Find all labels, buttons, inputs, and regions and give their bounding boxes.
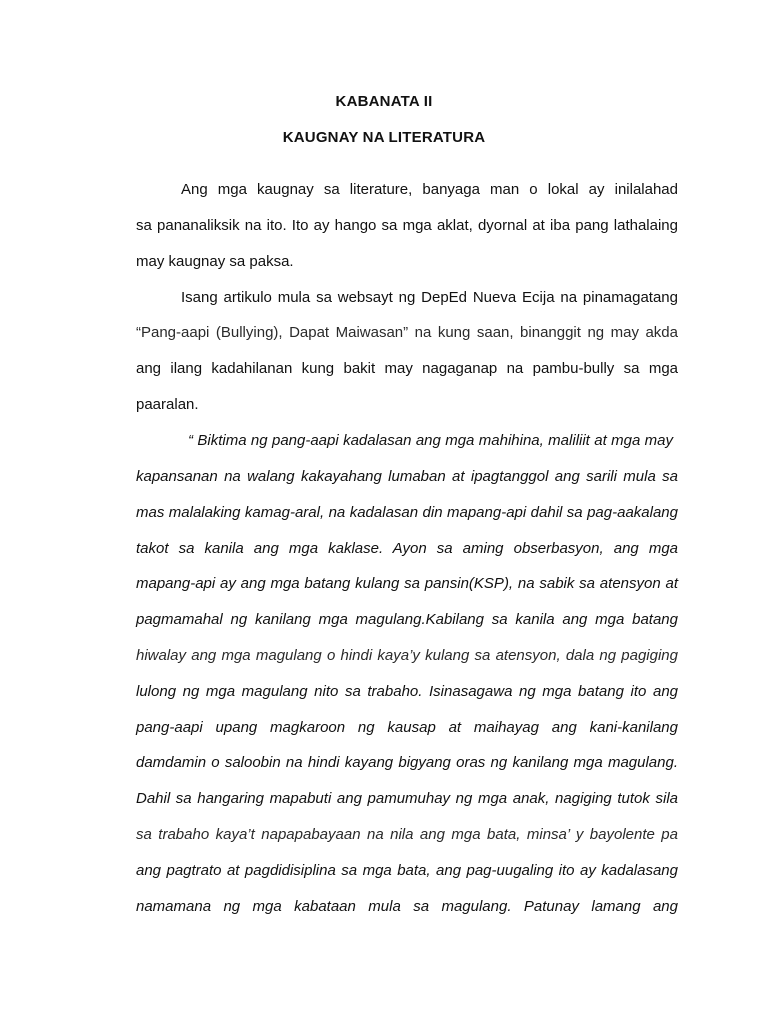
paragraph2-line-1: Isang artikulo mula sa websayt ng DepEd Nueva Ecija na pinamagatang bbox=[181, 289, 678, 306]
quote-line-14: namamana ng mga kabataan mula sa magulang. Patunay lamang ang bbox=[136, 898, 678, 915]
paragraph1-line-1: Ang mga kaugnay sa literature, banyaga man o lokal ay inilalahad bbox=[181, 181, 678, 198]
quote-line-10: damdamin o saloobin na hindi kayang bigyang oras ng kanilang mga magulang. bbox=[136, 754, 678, 771]
paragraph2-line-4: paaralan. bbox=[136, 396, 199, 413]
chapter-title: KABANATA II bbox=[335, 93, 433, 110]
quote-line-2: kapansanan na walang kakayahang lumaban at ipagtanggol ang sarili mula sa bbox=[136, 468, 678, 485]
quote-line-11: Dahil sa hangaring mapabuti ang pamumuhay ng mga anak, nagiging tutok sila bbox=[136, 790, 678, 807]
quote-line-5: mapang-api ay ang mga batang kulang sa pansin(KSP), na sabik sa atensyon at bbox=[136, 575, 678, 592]
section-title: KAUGNAY NA LITERATURA bbox=[282, 129, 486, 146]
quote-line-1: “ Biktima ng pang-aapi kadalasan ang mga mahihina, maliliit at mga may bbox=[188, 432, 673, 449]
quote-line-8: lulong ng mga magulang nito sa trabaho. Isinasagawa ng mga batang ito ang bbox=[136, 683, 678, 700]
quote-line-9: pang-aapi upang magkaroon ng kausap at maihayag ang kani-kanilang bbox=[136, 719, 678, 736]
quote-line-6: pagmamahal ng kanilang mga magulang.Kabilang sa kanila ang mga batang bbox=[136, 611, 678, 628]
paragraph2-line-2: “Pang-aapi (Bullying), Dapat Maiwasan” na kung saan, binanggit ng may akda bbox=[136, 324, 678, 341]
paragraph1-line-3: may kaugnay sa paksa. bbox=[136, 253, 294, 270]
quote-line-3: mas malalaking kamag-aral, na kadalasan din mapang-api dahil sa pag-aakalang bbox=[136, 504, 678, 521]
quote-line-13: ang pagtrato at pagdidisiplina sa mga bata, ang pag-uugaling ito ay kadalasang bbox=[136, 862, 678, 879]
quote-line-12: sa trabaho kaya’t napapabayaan na nila ang mga bata, minsa’ y bayolente pa bbox=[136, 826, 678, 843]
quote-line-4: takot sa kanila ang mga kaklase. Ayon sa aming obserbasyon, ang mga bbox=[136, 540, 678, 557]
quote-line-7: hiwalay ang mga magulang o hindi kaya’y kulang sa atensyon, dala ng pagiging bbox=[136, 647, 678, 664]
paragraph2-line-3: ang ilang kadahilanan kung bakit may nagaganap na pambu-bully sa mga bbox=[136, 360, 678, 377]
paragraph1-line-2: sa pananaliksik na ito. Ito ay hango sa mga aklat, dyornal at iba pang lathalaing bbox=[136, 217, 678, 234]
